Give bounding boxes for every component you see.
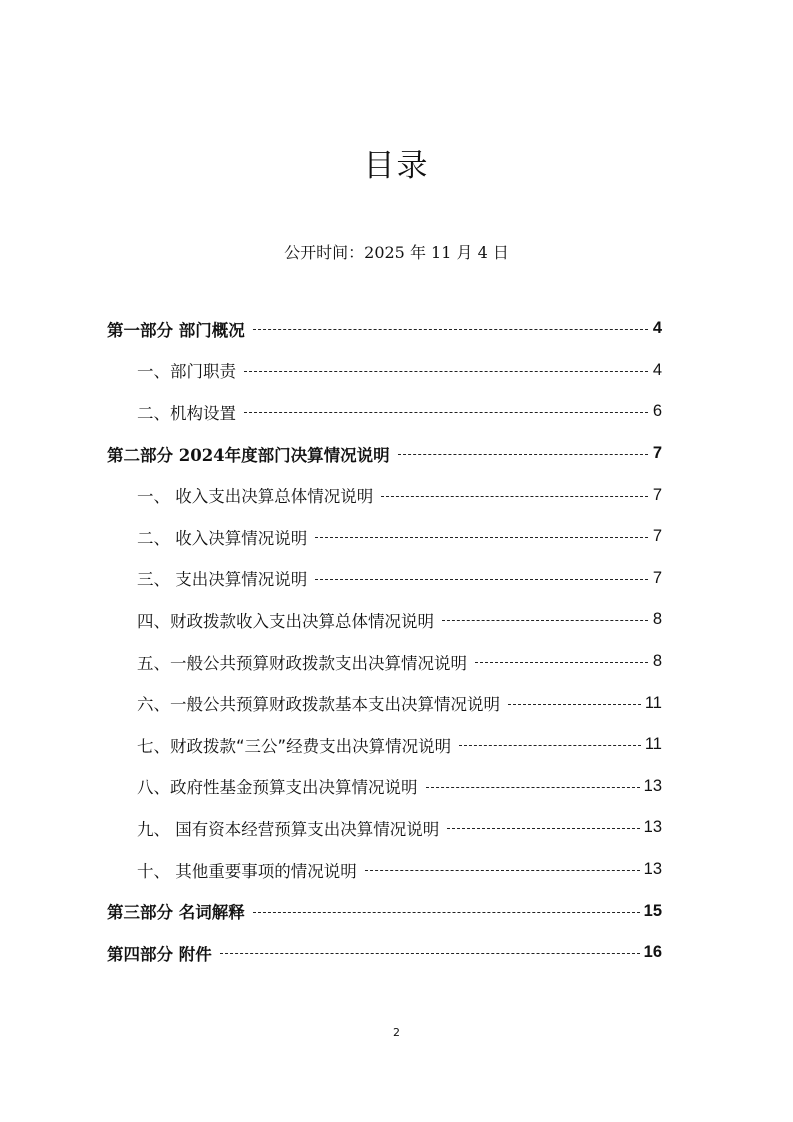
toc-entry-label: 三、 支出决算情况说明: [137, 570, 308, 590]
toc-entry-label: 一、部门职责: [137, 362, 236, 382]
toc-entry-label: 五、一般公共预算财政拨款支出决算情况说明: [137, 653, 467, 673]
toc-entry[interactable]: [107, 308, 662, 350]
toc-entry-page: 11: [644, 735, 662, 754]
toc-entry[interactable]: [107, 599, 662, 641]
toc-entry[interactable]: [107, 516, 662, 558]
toc-entry[interactable]: [107, 433, 662, 475]
toc-leader-dots: [220, 953, 640, 954]
toc-entry-label: 第一部分 部门概况: [107, 320, 245, 340]
toc-leader-dots: [253, 329, 648, 330]
page-number: 2: [393, 1026, 400, 1039]
toc-leader-dots: [475, 662, 648, 663]
toc-entry-label: 二、 收入决算情况说明: [137, 528, 308, 548]
toc-entry[interactable]: [107, 682, 662, 724]
toc-leader-dots: [253, 912, 640, 913]
toc-entry-page: 13: [643, 776, 662, 795]
toc-entry-label: 二、机构设置: [137, 403, 236, 423]
toc-entry-page: 15: [643, 901, 662, 920]
toc-leader-dots: [426, 787, 640, 788]
toc-entry-label: 八、政府性基金预算支出决算情况说明: [137, 778, 418, 798]
toc-entry[interactable]: [107, 391, 662, 433]
toc-leader-dots: [508, 704, 641, 705]
toc-entry-page: 7: [652, 568, 662, 587]
toc-entry-page: 8: [652, 610, 662, 629]
toc-leader-dots: [447, 828, 639, 829]
toc-entry-label: 一、 收入支出决算总体情况说明: [137, 487, 374, 507]
toc-entry-page: 13: [643, 860, 662, 879]
toc-entry-page: 6: [652, 402, 662, 421]
toc-entry-label: 第二部分 2024年度部门决算情况说明: [107, 445, 390, 465]
toc-entry-label: 十、 其他重要事项的情况说明: [137, 861, 357, 881]
toc-entry[interactable]: [107, 890, 662, 932]
toc-leader-dots: [315, 579, 648, 580]
toc-entry[interactable]: [107, 641, 662, 683]
toc-entry[interactable]: [107, 849, 662, 891]
toc-entry[interactable]: [107, 474, 662, 516]
toc-entry-label: 第三部分 名词解释: [107, 903, 245, 923]
toc-entry-page: 4: [652, 319, 662, 338]
toc-entry[interactable]: [107, 724, 662, 766]
toc-entry-page: 16: [643, 943, 662, 962]
toc-entry[interactable]: [107, 558, 662, 600]
toc-leader-dots: [365, 870, 640, 871]
toc-leader-dots: [459, 745, 641, 746]
publish-date: 公开时间：2025 年 11 月 4 日: [284, 243, 509, 262]
toc-entry-label: 九、 国有资本经营预算支出决算情况说明: [137, 819, 440, 839]
toc-entry-label: 六、一般公共预算财政拨款基本支出决算情况说明: [137, 695, 500, 715]
page-title: 目录: [363, 148, 430, 184]
table-of-contents: [107, 308, 662, 974]
toc-leader-dots: [315, 537, 648, 538]
toc-entry-label: 七、财政拨款“三公”经费支出决算情况说明: [137, 736, 452, 756]
toc-entry-label: 第四部分 附件: [107, 944, 212, 964]
toc-entry-page: 4: [652, 360, 662, 379]
toc-leader-dots: [244, 412, 648, 413]
toc-entry-page: 7: [652, 527, 662, 546]
toc-entry-page: 8: [652, 652, 662, 671]
toc-leader-dots: [442, 620, 648, 621]
toc-entry-page: 13: [643, 818, 662, 837]
toc-leader-dots: [244, 371, 648, 372]
toc-entry-label: 四、财政拨款收入支出决算总体情况说明: [137, 611, 434, 631]
toc-entry-page: 11: [644, 693, 662, 712]
toc-entry[interactable]: [107, 807, 662, 849]
toc-entry[interactable]: [107, 350, 662, 392]
toc-entry-page: 7: [652, 485, 662, 504]
toc-entry[interactable]: [107, 766, 662, 808]
toc-leader-dots: [398, 454, 648, 455]
toc-leader-dots: [381, 496, 648, 497]
toc-entry-page: 7: [652, 444, 662, 463]
toc-entry[interactable]: [107, 932, 662, 974]
